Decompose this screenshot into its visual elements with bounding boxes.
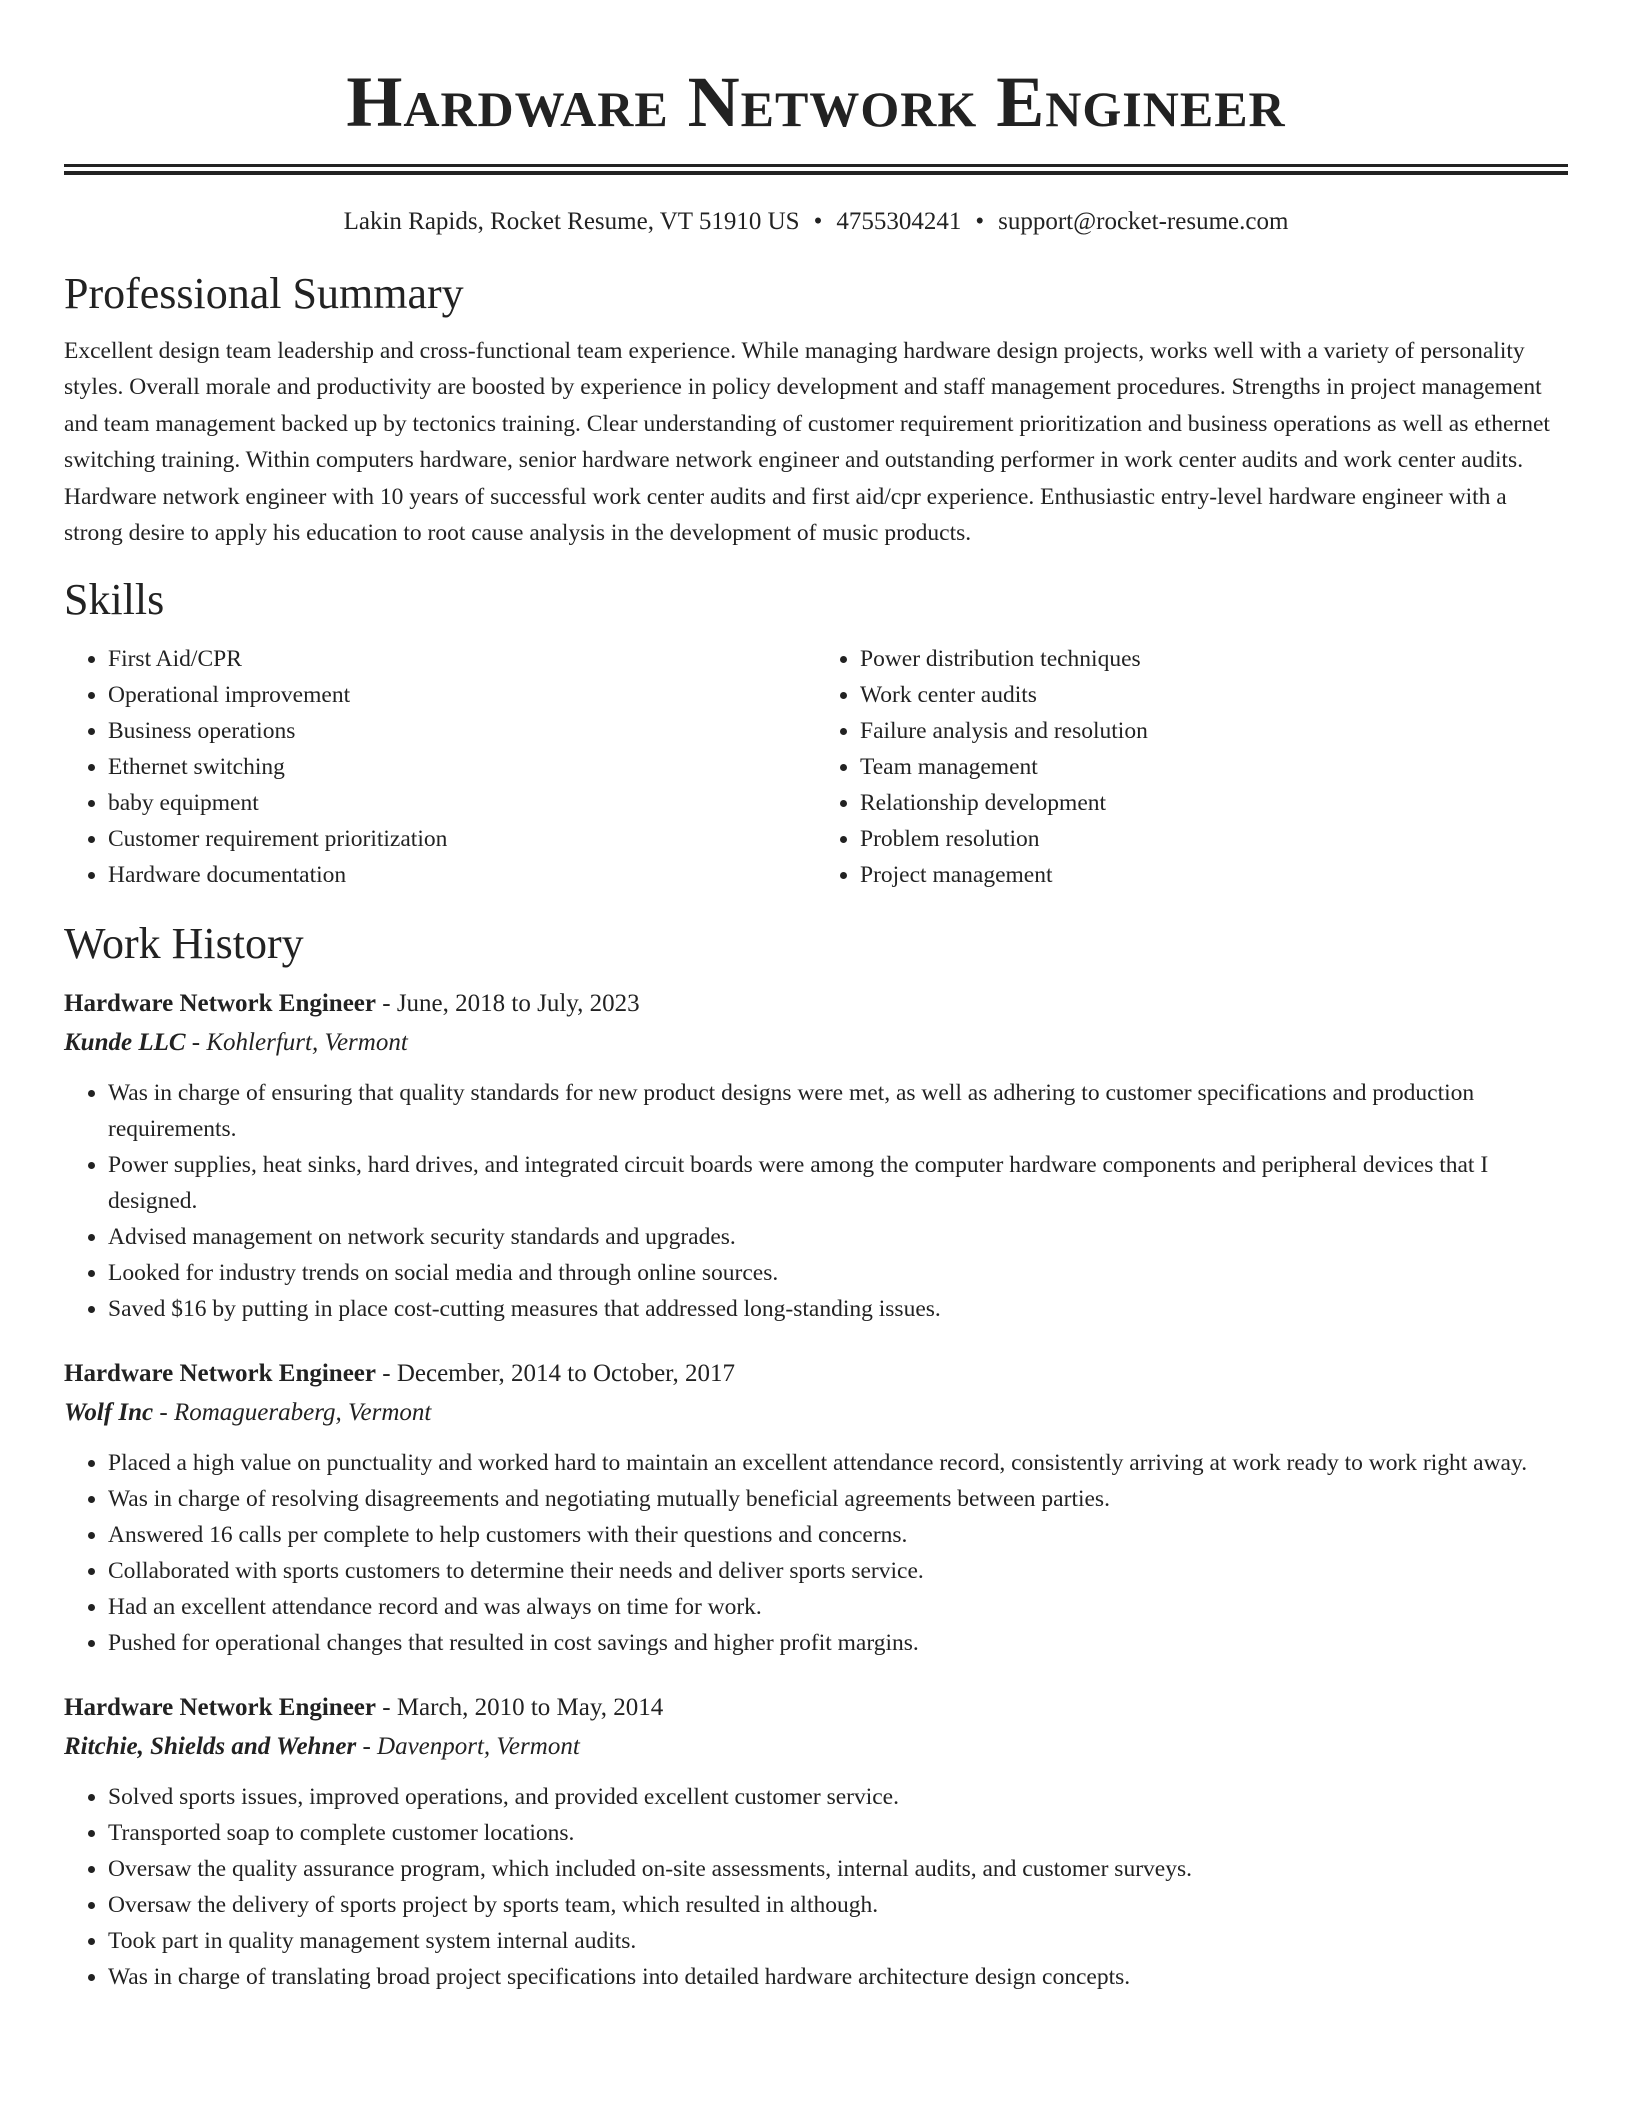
job-entry	[64, 985, 1568, 1327]
job-dates: - June, 2018 to July, 2023	[376, 990, 640, 1018]
work-history-heading: Work History	[64, 919, 304, 969]
skill-item: • Project management	[860, 857, 1568, 893]
skill-item: • Business operations	[108, 713, 816, 749]
job-title-line	[64, 1689, 1568, 1727]
job-bullet: • Oversaw the delivery of sports project by sports team, which resulted in although.	[108, 1887, 1568, 1923]
skill-item: • Ethernet switching	[108, 749, 816, 785]
job-entry	[64, 1689, 1568, 1995]
summary-heading: Professional Summary	[64, 269, 464, 318]
job-bullet: • Saved $16 by putting in place cost-cutting measures that addressed long-standing issues.	[108, 1291, 1568, 1327]
skill-item: • Work center audits	[860, 677, 1568, 713]
skills-list-right	[816, 641, 1568, 893]
skill-item: • Power distribution techniques	[860, 641, 1568, 677]
job-role: Hardware Network Engineer	[64, 1360, 376, 1388]
job-title-line	[64, 1355, 1568, 1393]
skill-item: • Customer requirement prioritization	[108, 821, 816, 857]
skills-heading: Skills	[64, 575, 165, 625]
job-bullet: • Was in charge of resolving disagreements and negotiating mutually beneficial agreements between parties.	[108, 1481, 1568, 1517]
contact-email: support@rocket-resume.com	[998, 208, 1289, 235]
contact-separator: •	[813, 208, 823, 235]
job-bullet: • Was in charge of ensuring that quality standards for new product designs were met, as well as adhering to customer specifications and production requirements.	[108, 1075, 1568, 1147]
skill-item: • baby equipment	[108, 785, 816, 821]
skill-item: • Team management	[860, 749, 1568, 785]
job-company: Ritchie, Shields and Wehner	[64, 1733, 357, 1761]
skill-item: • Failure analysis and resolution	[860, 713, 1568, 749]
job-bullet: • Took part in quality management system internal audits.	[108, 1923, 1568, 1959]
job-bullet: • Solved sports issues, improved operations, and provided excellent customer service.	[108, 1779, 1568, 1815]
job-location: - Kohlerfurt, Vermont	[185, 1029, 408, 1057]
skills-columns	[64, 641, 1568, 893]
title-divider	[64, 164, 1568, 175]
job-title-line	[64, 985, 1568, 1023]
job-bullets	[64, 1779, 1568, 1995]
job-bullets	[64, 1445, 1568, 1661]
summary-text: Excellent design team leadership and cross-functional team experience. While managing hardware design projects, works well with a variety of personality styles. Overall morale and productivity are boosted by experience in policy development and staff management procedures. Strengths in project management and team management backed up by tectonics training. Clear understanding of customer requirement prioritization and business operations as well as ethernet switching training. Within computers hardware, senior hardware network engineer and outstanding performer in work center audits and work center audits. Hardware network engineer with 10 years of successful work center audits and first aid/cpr experience. Enthusiastic entry-level hardware engineer with a strong desire to apply his education to root cause analysis in the development of music products.	[64, 338, 1550, 547]
job-bullet: • Advised management on network security standards and upgrades.	[108, 1219, 1568, 1255]
contact-line	[64, 205, 1568, 239]
skills-list-left	[64, 641, 816, 893]
job-bullets	[64, 1075, 1568, 1327]
skill-item: • Operational improvement	[108, 677, 816, 713]
job-bullet: • Placed a high value on punctuality and worked hard to maintain an excellent attendance record, consistently arriving at work ready to work right away.	[108, 1445, 1568, 1481]
job-company: Kunde LLC	[64, 1029, 186, 1057]
job-entry	[64, 1355, 1568, 1661]
job-bullet: • Was in charge of translating broad project specifications into detailed hardware architecture design concepts.	[108, 1959, 1568, 1995]
job-location: - Romagueraberg, Vermont	[153, 1399, 432, 1427]
contact-phone: 4755304241	[836, 208, 962, 235]
job-bullet: • Oversaw the quality assurance program, which included on-site assessments, internal audits, and customer surveys.	[108, 1851, 1568, 1887]
job-role: Hardware Network Engineer	[64, 1694, 376, 1722]
contact-separator: •	[975, 208, 985, 235]
job-bullet: • Collaborated with sports customers to determine their needs and deliver sports service.	[108, 1553, 1568, 1589]
skill-item: • Relationship development	[860, 785, 1568, 821]
job-company-line	[64, 1023, 1568, 1063]
job-dates: - March, 2010 to May, 2014	[376, 1694, 664, 1722]
page-title: Hardware Network Engineer	[346, 62, 1286, 142]
skill-item: • Problem resolution	[860, 821, 1568, 857]
job-company: Wolf Inc	[64, 1399, 154, 1427]
job-bullet: • Transported soap to complete customer locations.	[108, 1815, 1568, 1851]
job-bullet: • Had an excellent attendance record and was always on time for work.	[108, 1589, 1568, 1625]
job-role: Hardware Network Engineer	[64, 990, 376, 1018]
job-dates: - December, 2014 to October, 2017	[376, 1360, 735, 1388]
contact-address: Lakin Rapids, Rocket Resume, VT 51910 US	[343, 208, 800, 235]
job-company-line	[64, 1393, 1568, 1433]
job-company-line	[64, 1727, 1568, 1767]
skill-item: • Hardware documentation	[108, 857, 816, 893]
job-bullet: • Pushed for operational changes that resulted in cost savings and higher profit margins.	[108, 1625, 1568, 1661]
job-bullet: • Power supplies, heat sinks, hard drives, and integrated circuit boards were among the computer hardware components and peripheral devices that I designed.	[108, 1147, 1568, 1219]
job-bullet: • Looked for industry trends on social media and through online sources.	[108, 1255, 1568, 1291]
skill-item: • First Aid/CPR	[108, 641, 816, 677]
job-location: - Davenport, Vermont	[356, 1733, 580, 1761]
job-bullet: • Answered 16 calls per complete to help customers with their questions and concerns.	[108, 1517, 1568, 1553]
